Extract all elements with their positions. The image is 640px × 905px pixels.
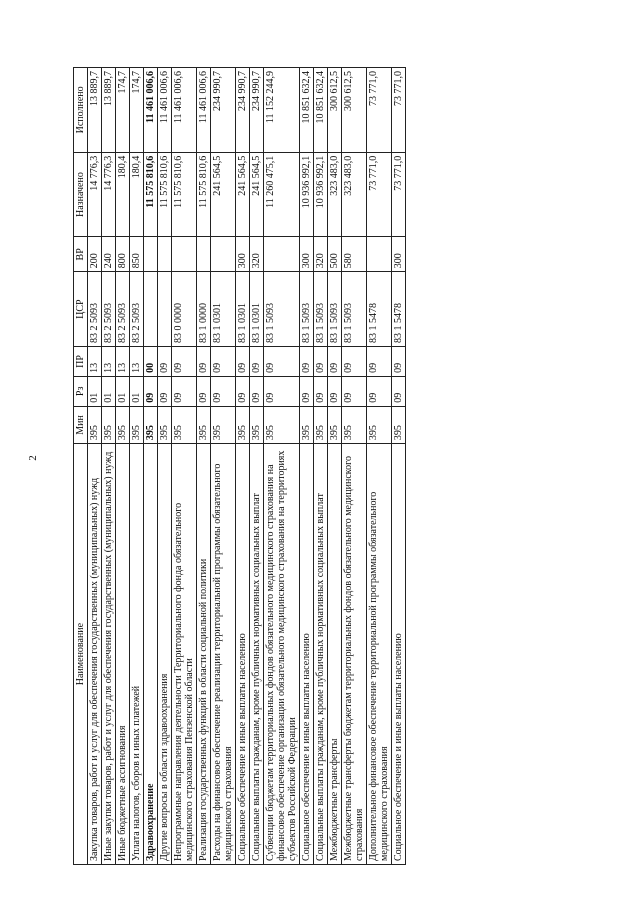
cell-pr: 09 <box>300 346 314 376</box>
cell-assigned: 323 483,0 <box>328 152 342 237</box>
cell-assigned: 14 776,3 <box>102 152 116 237</box>
cell-executed: 234 990,7 <box>211 68 236 153</box>
cell-pr: 09 <box>250 346 264 376</box>
cell-min: 395 <box>342 406 367 443</box>
cell-executed: 300 612,5 <box>328 68 342 153</box>
cell-vr <box>144 237 158 272</box>
cell-rz: 09 <box>172 376 197 406</box>
table-row <box>328 68 342 865</box>
cell-assigned: 180,4 <box>116 152 130 237</box>
header-assigned: Назначено <box>74 152 88 237</box>
cell-rz: 01 <box>116 376 130 406</box>
cell-pr: 09 <box>342 346 367 376</box>
rotated-table-container <box>73 67 576 865</box>
table-row <box>342 68 367 865</box>
table-row <box>158 68 172 865</box>
table-row <box>116 68 130 865</box>
cell-csr: 83 1 5093 <box>314 272 328 347</box>
cell-min: 395 <box>314 406 328 443</box>
cell-executed: 174,7 <box>130 68 144 153</box>
cell-name: Реализация государственных функций в области социальной политики <box>197 444 211 865</box>
table-row <box>88 68 102 865</box>
cell-executed: 11 152 244,9 <box>264 68 300 153</box>
cell-vr: 300 <box>236 237 250 272</box>
cell-rz: 09 <box>211 376 236 406</box>
cell-min: 395 <box>392 406 406 443</box>
cell-executed: 13 889,7 <box>102 68 116 153</box>
cell-csr: 83 2 5093 <box>88 272 102 347</box>
cell-vr: 240 <box>102 237 116 272</box>
cell-csr <box>144 272 158 347</box>
cell-min: 395 <box>172 406 197 443</box>
cell-assigned: 11 575 810,6 <box>172 152 197 237</box>
table-row <box>392 68 406 865</box>
table-row <box>250 68 264 865</box>
cell-rz: 09 <box>367 376 392 406</box>
cell-min: 395 <box>367 406 392 443</box>
table-row <box>236 68 250 865</box>
cell-pr: 09 <box>172 346 197 376</box>
cell-rz: 09 <box>158 376 172 406</box>
cell-name: Социальное обеспечение и иные выплаты населению <box>392 444 406 865</box>
cell-assigned: 10 936 992,1 <box>300 152 314 237</box>
cell-rz: 09 <box>342 376 367 406</box>
cell-executed: 73 771,0 <box>392 68 406 153</box>
cell-csr: 83 1 5478 <box>392 272 406 347</box>
cell-csr <box>158 272 172 347</box>
cell-csr: 83 2 5093 <box>130 272 144 347</box>
table-header-row <box>74 68 88 865</box>
cell-pr: 09 <box>328 346 342 376</box>
cell-min: 395 <box>211 406 236 443</box>
cell-csr: 83 1 0000 <box>197 272 211 347</box>
cell-assigned: 11 575 810,6 <box>158 152 172 237</box>
cell-min: 395 <box>144 406 158 443</box>
cell-name: Социальное обеспечение и иные выплаты населению <box>300 444 314 865</box>
cell-min: 395 <box>236 406 250 443</box>
cell-name: Уплата налогов, сборов и иных платежей <box>130 444 144 865</box>
cell-min: 395 <box>102 406 116 443</box>
cell-rz: 09 <box>328 376 342 406</box>
cell-pr: 13 <box>102 346 116 376</box>
cell-assigned: 241 564,5 <box>250 152 264 237</box>
cell-vr: 850 <box>130 237 144 272</box>
cell-assigned: 323 483,0 <box>342 152 367 237</box>
cell-executed: 10 851 632,4 <box>314 68 328 153</box>
cell-executed: 11 461 006,6 <box>172 68 197 153</box>
cell-name: Расходы на финансовое обеспечение реализации территориальной программы обязательного медицинского страхования <box>211 444 236 865</box>
cell-vr: 800 <box>116 237 130 272</box>
cell-csr: 83 1 0301 <box>211 272 236 347</box>
cell-csr: 83 2 5093 <box>116 272 130 347</box>
table-body <box>88 68 406 865</box>
cell-csr: 83 0 0000 <box>172 272 197 347</box>
table-row <box>367 68 392 865</box>
cell-executed: 10 851 632,4 <box>300 68 314 153</box>
cell-assigned: 73 771,0 <box>367 152 392 237</box>
cell-min: 395 <box>158 406 172 443</box>
page-number: 2 <box>26 455 39 461</box>
cell-name: Субвенции бюджетам территориальных фондов обязательного медицинского страхования на финансовое обеспечение организации обязательного медицинского страхования на территориях субъектов Российской Федерации <box>264 444 300 865</box>
table-row <box>264 68 300 865</box>
table-row <box>130 68 144 865</box>
cell-executed: 11 461 006,6 <box>197 68 211 153</box>
cell-executed: 234 990,7 <box>250 68 264 153</box>
cell-vr: 320 <box>250 237 264 272</box>
cell-rz: 09 <box>264 376 300 406</box>
header-executed: Исполнено <box>74 68 88 153</box>
cell-csr: 83 1 5093 <box>264 272 300 347</box>
cell-rz: 09 <box>236 376 250 406</box>
cell-min: 395 <box>197 406 211 443</box>
cell-csr: 83 1 5093 <box>328 272 342 347</box>
cell-vr <box>172 237 197 272</box>
cell-assigned: 10 936 992,1 <box>314 152 328 237</box>
cell-name: Социальные выплаты гражданам, кроме публичных нормативных социальных выплат <box>314 444 328 865</box>
table-row <box>211 68 236 865</box>
cell-rz: 01 <box>102 376 116 406</box>
cell-csr: 83 1 5093 <box>342 272 367 347</box>
cell-name: Дополнительное финансовое обеспечение территориальной программы обязательного медицинского страхования <box>367 444 392 865</box>
cell-rz: 09 <box>300 376 314 406</box>
cell-vr <box>197 237 211 272</box>
table-row <box>314 68 328 865</box>
cell-executed: 13 889,7 <box>88 68 102 153</box>
cell-name: Здравоохранение <box>144 444 158 865</box>
cell-assigned: 11 260 475,1 <box>264 152 300 237</box>
cell-rz: 01 <box>130 376 144 406</box>
cell-csr: 83 1 5478 <box>367 272 392 347</box>
cell-pr: 13 <box>116 346 130 376</box>
cell-pr: 09 <box>264 346 300 376</box>
cell-csr: 83 1 5093 <box>300 272 314 347</box>
cell-min: 395 <box>264 406 300 443</box>
cell-vr: 580 <box>342 237 367 272</box>
cell-pr: 09 <box>314 346 328 376</box>
cell-assigned: 241 564,5 <box>211 152 236 237</box>
cell-name: Другие вопросы в области здравоохранения <box>158 444 172 865</box>
table-row <box>197 68 211 865</box>
cell-pr: 00 <box>144 346 158 376</box>
cell-pr: 09 <box>236 346 250 376</box>
cell-assigned: 14 776,3 <box>88 152 102 237</box>
cell-min: 395 <box>130 406 144 443</box>
cell-csr: 83 1 0301 <box>250 272 264 347</box>
cell-name: Иные закупки товаров, работ и услуг для обеспечения государственных (муниципальных) нужд <box>102 444 116 865</box>
header-name: Наименование <box>74 444 88 865</box>
cell-vr: 200 <box>88 237 102 272</box>
table-row <box>172 68 197 865</box>
cell-rz: 09 <box>144 376 158 406</box>
cell-min: 395 <box>250 406 264 443</box>
cell-rz: 09 <box>250 376 264 406</box>
table-row <box>102 68 116 865</box>
header-vr: ВР <box>74 237 88 272</box>
cell-name: Иные бюджетные ассигнования <box>116 444 130 865</box>
cell-min: 395 <box>88 406 102 443</box>
cell-vr: 300 <box>392 237 406 272</box>
cell-pr: 09 <box>197 346 211 376</box>
cell-pr: 09 <box>367 346 392 376</box>
cell-pr: 13 <box>130 346 144 376</box>
cell-min: 395 <box>328 406 342 443</box>
budget-table <box>73 67 406 865</box>
cell-min: 395 <box>300 406 314 443</box>
cell-executed: 174,7 <box>116 68 130 153</box>
cell-vr: 300 <box>300 237 314 272</box>
cell-pr: 09 <box>158 346 172 376</box>
cell-vr: 320 <box>314 237 328 272</box>
cell-vr <box>367 237 392 272</box>
cell-executed: 234 990,7 <box>236 68 250 153</box>
cell-rz: 09 <box>197 376 211 406</box>
header-min: Мин <box>74 406 88 443</box>
cell-executed: 11 461 006,6 <box>144 68 158 153</box>
cell-pr: 09 <box>392 346 406 376</box>
cell-pr: 13 <box>88 346 102 376</box>
cell-name: Межбюджетные трансферты <box>328 444 342 865</box>
cell-vr <box>264 237 300 272</box>
cell-vr <box>158 237 172 272</box>
cell-csr: 83 1 0301 <box>236 272 250 347</box>
cell-executed: 73 771,0 <box>367 68 392 153</box>
cell-rz: 09 <box>392 376 406 406</box>
header-rz: Рз <box>74 376 88 406</box>
cell-vr: 500 <box>328 237 342 272</box>
cell-min: 395 <box>116 406 130 443</box>
cell-csr: 83 2 5093 <box>102 272 116 347</box>
cell-assigned: 11 575 810,6 <box>197 152 211 237</box>
cell-name: Межбюджетные трансферты бюджетам территориальных фондов обязательного медицинского страхования <box>342 444 367 865</box>
cell-pr: 09 <box>211 346 236 376</box>
header-csr: ЦСР <box>74 272 88 347</box>
cell-assigned: 11 575 810,6 <box>144 152 158 237</box>
header-pr: ПР <box>74 346 88 376</box>
cell-executed: 300 612,5 <box>342 68 367 153</box>
cell-rz: 01 <box>88 376 102 406</box>
table-row <box>300 68 314 865</box>
cell-executed: 11 461 006,6 <box>158 68 172 153</box>
cell-name: Закупка товаров, работ и услуг для обеспечения государственных (муниципальных) нужд <box>88 444 102 865</box>
table-row <box>144 68 158 865</box>
cell-name: Социальные выплаты гражданам, кроме публичных нормативных социальных выплат <box>250 444 264 865</box>
cell-name: Социальное обеспечение и иные выплаты населению <box>236 444 250 865</box>
cell-name: Непрограммные направления деятельности Территориального фонда обязательного медицинского страхования Пензенской области <box>172 444 197 865</box>
cell-vr <box>211 237 236 272</box>
cell-rz: 09 <box>314 376 328 406</box>
cell-assigned: 180,4 <box>130 152 144 237</box>
cell-assigned: 241 564,5 <box>236 152 250 237</box>
cell-assigned: 73 771,0 <box>392 152 406 237</box>
